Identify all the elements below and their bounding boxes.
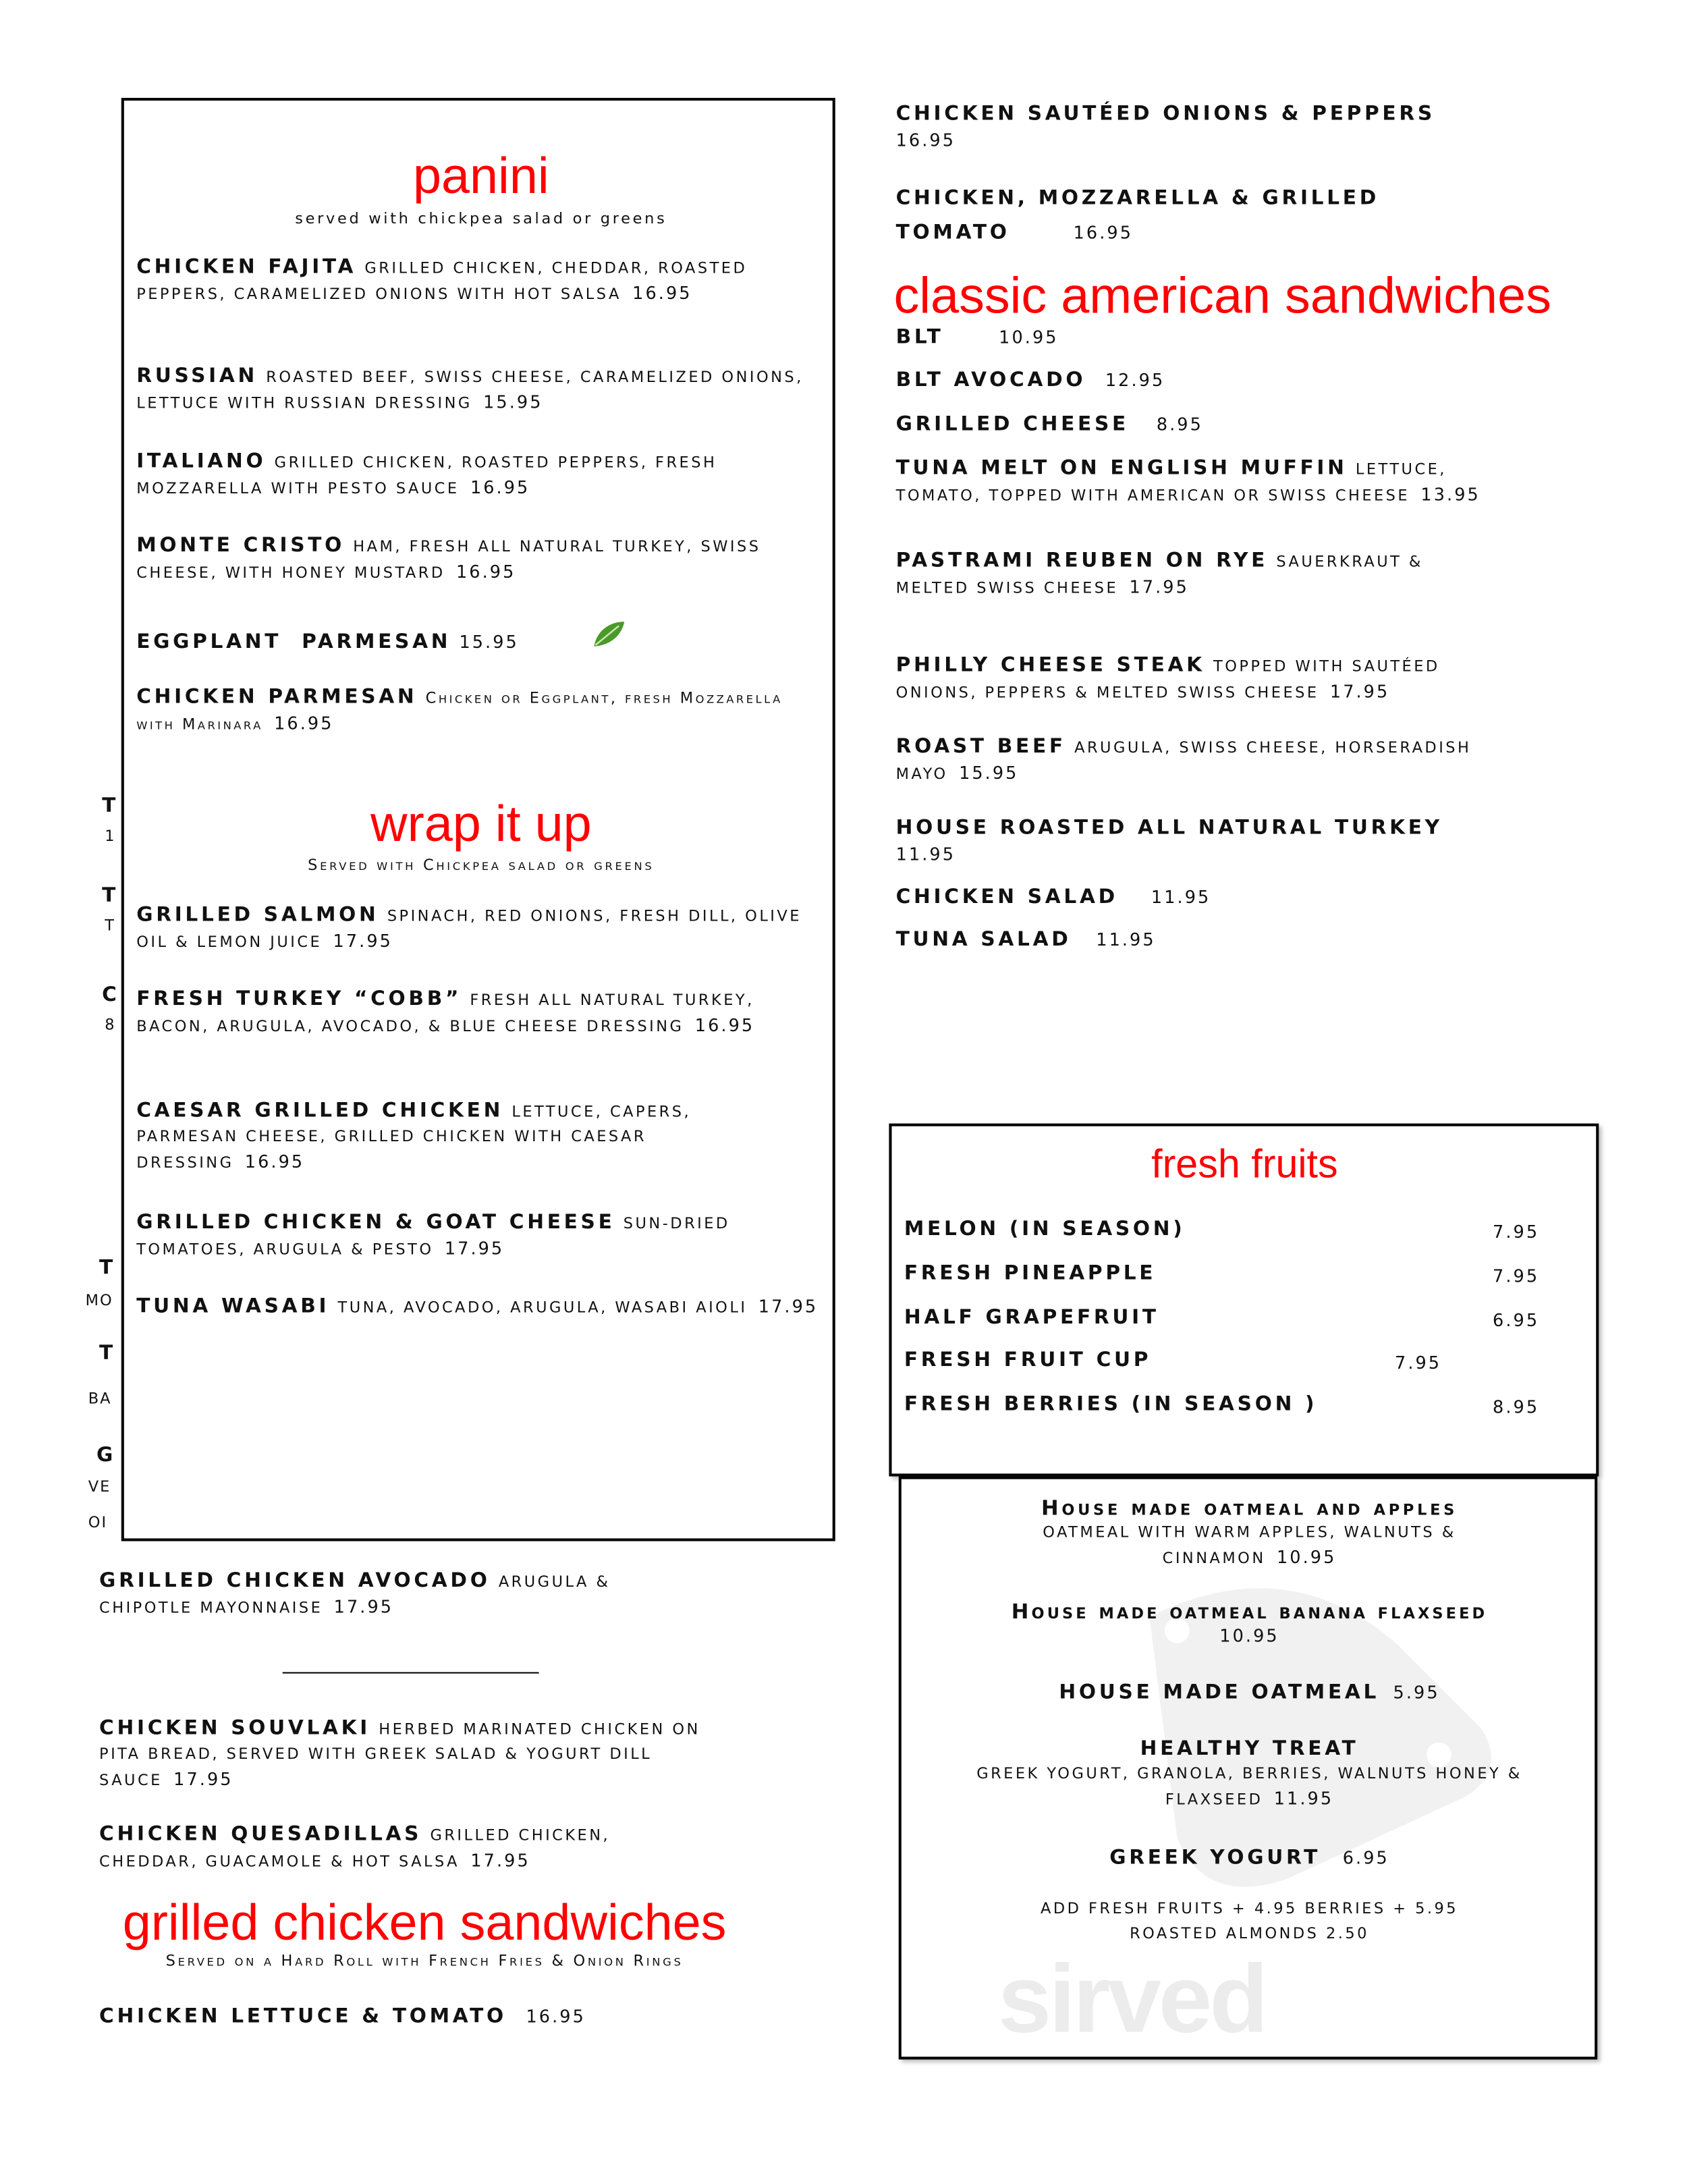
- menu-item: [99, 2004, 760, 2031]
- item-price: 10.95: [999, 327, 1059, 348]
- item-desc: HERBED MARINATED CHICKEN ON PITA BREAD, SERVED WITH GREEK SALAD & YOGURT DILL SAUCE: [99, 1720, 700, 1790]
- fragment: G: [96, 1444, 113, 1467]
- panini-wrap-panel: [121, 98, 835, 1541]
- menu-item: [136, 255, 819, 308]
- item-price: 16.95: [694, 1014, 755, 1035]
- menu-item: [136, 1099, 771, 1176]
- item-price: 11.95: [1151, 886, 1211, 907]
- item-price: 16.95: [244, 1151, 305, 1172]
- item-price: 17.95: [758, 1295, 819, 1317]
- item-price: 13.95: [1420, 483, 1481, 505]
- fruit-price: 7.95: [1493, 1221, 1540, 1243]
- item-price: 17.95: [1129, 576, 1189, 597]
- fragment: OI: [88, 1513, 108, 1532]
- item-price: 15.95: [483, 391, 543, 412]
- menu-item: [896, 928, 1156, 954]
- menu-item: [896, 549, 1503, 601]
- grilled-chicken-subtitle: Served on a Hard Roll with French Fries & Onion Rings: [165, 1952, 684, 1970]
- item-price: 16.95: [274, 712, 334, 734]
- item-name: CHICKEN SOUVLAKI: [99, 1717, 371, 1740]
- item-name: House made oatmeal and apples: [1041, 1496, 1458, 1521]
- fragment: T: [102, 795, 116, 818]
- menu-item: [136, 987, 756, 1039]
- item-name: BLT AVOCADO: [895, 369, 1086, 392]
- item-name: RUSSIAN: [136, 365, 258, 387]
- item-desc: GRILLED CHICKEN, CHEDDAR, GUACAMOLE & HOT SALSA: [99, 1826, 611, 1871]
- oatmeal-panel: [899, 1477, 1598, 2060]
- item-name: GRILLED CHICKEN AVOCADO: [99, 1570, 491, 1593]
- item-name: HOUSE MADE OATMEAL: [1059, 1681, 1380, 1704]
- fragment: MO: [85, 1291, 113, 1310]
- fruit-price: 6.95: [1493, 1309, 1540, 1331]
- item-name: GREEK YOGURT: [1109, 1847, 1321, 1869]
- item-desc: GRILLED CHICKEN, CHEDDAR, ROASTED PEPPERS, CARAMELIZED ONIONS WITH HOT SALSA: [136, 258, 748, 304]
- menu-item: [902, 1599, 1597, 1649]
- menu-item: [136, 449, 825, 502]
- menu-item: [136, 364, 819, 416]
- item-name: CHICKEN FAJITA: [136, 256, 357, 279]
- item-price: 16.95: [526, 2005, 586, 2027]
- sirved-watermark: sirved: [997, 1944, 1266, 2053]
- menu-item: [902, 1737, 1597, 1813]
- item-price: 11.95: [895, 844, 956, 865]
- item-desc: SAUERKRAUT & MELTED SWISS CHEESE: [895, 553, 1423, 597]
- fragment: T: [102, 885, 116, 907]
- fruit-name: HALF GRAPEFRUIT: [904, 1307, 1159, 1329]
- item-name: TUNA MELT ON ENGLISH MUFFIN: [895, 458, 1348, 480]
- item-name: CHICKEN SALAD: [895, 886, 1118, 909]
- item-desc: GREEK YOGURT, GRANOLA, BERRIES, WALNUTS HONEY & FLAXSEED: [976, 1764, 1522, 1809]
- fragment: T: [99, 1257, 113, 1280]
- grilled-chicken-heading: grilled chicken sandwiches: [122, 1894, 727, 1951]
- item-desc: ARUGULA, SWISS CHEESE, HORSERADISH MAYO: [895, 738, 1472, 784]
- item-desc: LETTUCE, CAPERS, PARMESAN CHEESE, GRILLED CHICKEN WITH CAESAR DRESSING: [136, 1103, 692, 1172]
- item-price: 11.95: [1273, 1788, 1334, 1809]
- item-name: HOUSE ROASTED ALL NATURAL TURKEY: [895, 817, 1443, 840]
- item-name: GRILLED CHEESE: [895, 413, 1129, 436]
- item-price: 17.95: [470, 1850, 530, 1871]
- item-name: CHICKEN PARMESAN: [136, 686, 418, 709]
- item-price: 6.95: [1342, 1847, 1389, 1868]
- menu-item: [896, 368, 1165, 394]
- menu-item: [896, 816, 1557, 869]
- fragment: VE: [88, 1477, 111, 1496]
- classic-american-heading: classic american sandwiches: [893, 267, 1551, 324]
- menu-item: [136, 630, 819, 681]
- item-desc: SUN-DRIED TOMATOES, ARUGULA & PESTO: [136, 1214, 730, 1259]
- menu-item: [136, 1294, 825, 1321]
- item-price: 16.95: [455, 561, 516, 582]
- fresh-fruits-heading: fresh fruits: [1151, 1143, 1338, 1187]
- item-price: 15.95: [459, 631, 519, 653]
- menu-item: [896, 653, 1516, 706]
- menu-item: [99, 1822, 692, 1875]
- item-price: 11.95: [1096, 929, 1156, 950]
- wrap-heading: wrap it up: [370, 795, 592, 852]
- item-price: 16.95: [895, 129, 956, 151]
- item-price: 16.95: [632, 282, 692, 304]
- divider: [283, 1672, 539, 1674]
- menu-item: [99, 1716, 747, 1793]
- item-desc: TUNA, AVOCADO, ARUGULA, WASABI AIOLI: [337, 1299, 748, 1317]
- item-price: 16.95: [1073, 221, 1134, 243]
- item-desc: GRILLED CHICKEN, ROASTED PEPPERS, FRESH MOZZARELLA WITH PESTO SAUCE: [136, 453, 717, 498]
- item-name: CHICKEN, MOZZARELLA & GRILLED TOMATO: [895, 187, 1380, 244]
- item-name: CHICKEN QUESADILLAS: [99, 1824, 422, 1846]
- item-price: 10.95: [1276, 1546, 1337, 1568]
- item-price: 12.95: [1105, 369, 1165, 391]
- menu-item: [896, 456, 1516, 509]
- item-name: House made oatmeal banana flaxseed: [1011, 1599, 1488, 1625]
- menu-item: [896, 885, 1211, 911]
- item-name: ROAST BEEF: [895, 736, 1066, 759]
- item-price: 10.95: [1219, 1625, 1279, 1646]
- fragment: C: [102, 984, 117, 1007]
- item-desc: SPINACH, RED ONIONS, FRESH DILL, OLIVE OIL & LEMON JUICE: [136, 906, 802, 952]
- item-price: 17.95: [1329, 680, 1390, 702]
- fragment: 1: [105, 827, 116, 846]
- panini-heading: panini: [412, 147, 549, 204]
- item-name: TUNA WASABI: [136, 1295, 330, 1318]
- panini-subtitle: served with chickpea salad or greens: [295, 209, 667, 228]
- menu-item: [896, 182, 1447, 251]
- addons-line-1: ADD FRESH FRUITS + 4.95 BERRIES + 5.95: [1041, 1899, 1459, 1918]
- vegetarian-leaf-icon: [591, 619, 627, 649]
- fruit-name: FRESH PINEAPPLE: [904, 1262, 1157, 1285]
- fragment: 8: [105, 1016, 116, 1034]
- menu-item: [896, 412, 1203, 439]
- fruit-name: FRESH BERRIES (IN SEASON ): [904, 1393, 1318, 1416]
- menu-item: [896, 102, 1557, 155]
- item-price: 8.95: [1156, 413, 1203, 435]
- item-desc: LETTUCE, TOMATO, TOPPED WITH AMERICAN OR SWISS CHEESE: [895, 460, 1447, 505]
- item-name: HEALTHY TREAT: [1140, 1738, 1359, 1761]
- item-price: 17.95: [333, 1596, 394, 1617]
- item-name: PASTRAMI REUBEN ON RYE: [895, 549, 1269, 572]
- fragment: T: [105, 917, 116, 935]
- item-name: TUNA SALAD: [895, 929, 1072, 952]
- item-name: CAESAR GRILLED CHICKEN: [136, 1099, 504, 1122]
- fresh-fruits-panel: [889, 1124, 1599, 1477]
- fruit-price: 7.95: [1493, 1265, 1540, 1286]
- item-name: FRESH TURKEY “COBB”: [136, 988, 462, 1011]
- item-desc: ARUGULA & CHIPOTLE MAYONNAISE: [99, 1573, 611, 1617]
- item-desc: HAM, FRESH ALL NATURAL TURKEY, SWISS CHEESE, WITH HONEY MUSTARD: [136, 537, 761, 582]
- menu-item: [136, 1210, 812, 1263]
- item-price: 15.95: [959, 762, 1019, 784]
- item-price: 5.95: [1393, 1681, 1440, 1703]
- item-name: GRILLED CHICKEN & GOAT CHEESE: [136, 1211, 615, 1234]
- item-name: CHICKEN LETTUCE & TOMATO: [99, 2005, 507, 2028]
- item-name: CHICKEN SAUTÉED ONIONS & PEPPERS: [895, 103, 1435, 126]
- menu-item: [902, 1681, 1597, 1707]
- menu-item: [896, 735, 1557, 788]
- menu-item: [902, 1496, 1597, 1571]
- item-price: 17.95: [444, 1238, 505, 1259]
- menu-item: [136, 685, 819, 738]
- wrap-subtitle: Served with Chickpea salad or greens: [308, 856, 655, 874]
- addons-line-2: ROASTED ALMONDS 2.50: [1130, 1924, 1369, 1942]
- item-name: PHILLY CHEESE STEAK: [895, 655, 1205, 677]
- item-price: 17.95: [333, 930, 393, 952]
- item-name: ITALIANO: [136, 450, 267, 473]
- item-desc: OATMEAL WITH WARM APPLES, WALNUTS & CINNAMON: [1043, 1523, 1456, 1568]
- item-price: 16.95: [470, 476, 530, 498]
- fragment: T: [99, 1342, 113, 1365]
- menu-item: [136, 903, 825, 956]
- fruit-name: FRESH FRUIT CUP: [904, 1349, 1152, 1372]
- item-name: EGGPLANT PARMESAN: [136, 631, 451, 654]
- menu-item: [136, 533, 784, 586]
- menu-item: [896, 325, 1059, 352]
- item-name: MONTE CRISTO: [136, 535, 345, 557]
- item-price: 17.95: [173, 1768, 233, 1790]
- item-name: BLT: [895, 327, 944, 349]
- menu-item: [99, 1568, 678, 1621]
- fruit-name: MELON (IN SEASON): [904, 1218, 1186, 1241]
- fruit-price: 8.95: [1493, 1396, 1540, 1417]
- fruit-price: 7.95: [1395, 1352, 1442, 1373]
- fragment: BA: [88, 1389, 112, 1408]
- menu-item: [902, 1846, 1597, 1872]
- item-name: GRILLED SALMON: [136, 904, 379, 927]
- item-desc: Chicken or Eggplant, fresh Mozzarella with Marinara: [136, 689, 783, 734]
- item-desc: TOPPED WITH SAUTÉED ONIONS, PEPPERS & MELTED SWISS CHEESE: [895, 657, 1440, 702]
- item-desc: ROASTED BEEF, SWISS CHEESE, CARAMELIZED ONIONS, LETTUCE WITH RUSSIAN DRESSING: [136, 368, 804, 412]
- item-desc: FRESH ALL NATURAL TURKEY, BACON, ARUGULA, AVOCADO, & BLUE CHEESE DRESSING: [136, 991, 754, 1035]
